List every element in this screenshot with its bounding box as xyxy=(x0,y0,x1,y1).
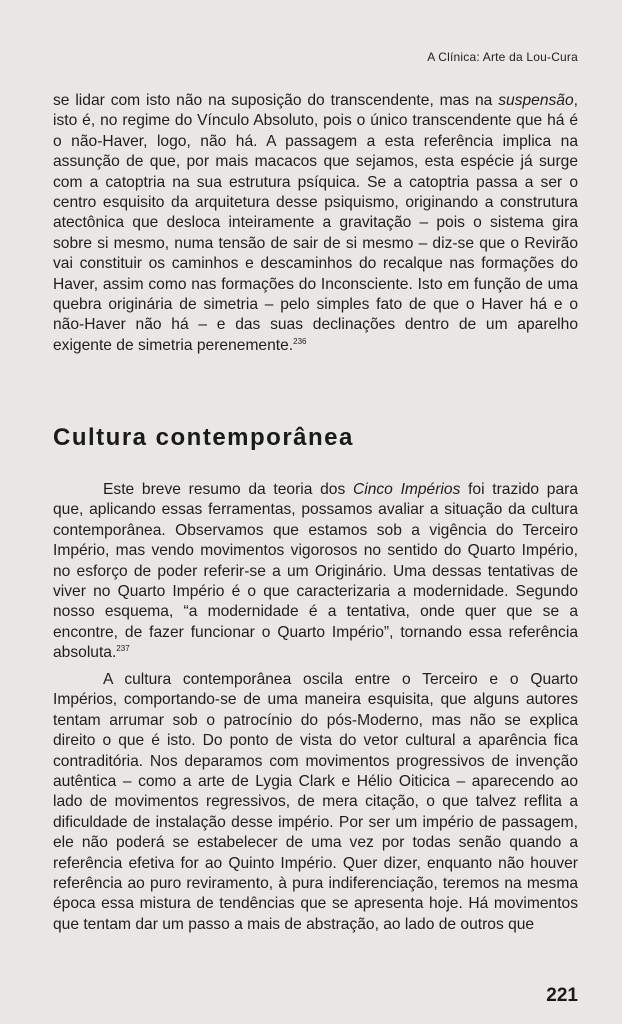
paragraph-1-text-b: , isto é, no regime do Vínculo Absoluto, pois o único transcendente que há é o não-Haver, logo, não há. A passagem a esta referência implica na assunção de que, por mais macacos que sejamos, esta espécie já surge com a catoptria na sua estrutura psíquica. Se a catoptria passa a ser o centro esquisito da arquitetura desse psiquismo, originando a construtura atectônica que desloca inteiramente a gravitação – pois o sistema gira sobre si mesmo, numa tensão de sair de si mesmo – diz-se que o Revirão vai constituir os caminhos e descaminhos do recalque nas formações do Haver, assim como nas formações do Inconsciente. Isto em função de uma quebra originária de simetria – pelo simples fato de que o Haver há e o não-Haver não há – e das suas declinações dentro de um aparelho exigente de simetria perenemente. xyxy=(53,92,578,354)
paragraph-2-text-b: foi trazido para que, aplicando essas ferramentas, possamos avaliar a situação da cultura contemporânea. Observamos que estamos sob a vigência do Terceiro Império, mas vendo movimentos vigorosos no sentido do Quarto Império, no esforço de poder referir-se a um Originário. Uma dessas tentativas de viver no Quarto Império é o que caracterizaria a modernidade. Segundo nosso esquema, “a modernidade é a tentativa, onde quer que se a encontre, de fazer funcionar o Quarto Império”, tornando essa referência absoluta. xyxy=(53,481,578,662)
paragraph-2-italic: Cinco Impérios xyxy=(352,481,461,498)
section-title: Cultura contemporânea xyxy=(53,424,354,451)
paragraph-2 xyxy=(53,480,578,664)
paragraph-2-text-a: Este breve resumo da teoria dos xyxy=(103,481,353,498)
paragraph-1 xyxy=(53,91,578,356)
paragraph-3 xyxy=(53,670,578,935)
footnote-ref-237[interactable]: 237 xyxy=(116,644,130,654)
running-header: A Clínica: Arte da Lou-Cura xyxy=(427,50,578,64)
paragraph-1-text-a: se lidar com isto não na suposição do transcendente, mas na xyxy=(53,92,499,109)
page-number: 221 xyxy=(546,985,578,1006)
paragraph-1-italic: suspensão xyxy=(498,92,574,109)
footnote-ref-236[interactable]: 236 xyxy=(293,336,307,346)
paragraph-3-text: A cultura contemporânea oscila entre o Terceiro e o Quarto Impérios, comportando-se de uma maneira esquisita, que alguns autores tentam arrumar sob o patrocínio do pós-Moderno, mas não se explica direito o que é isto. Do ponto de vista do vetor cultural a aparência fica contraditória. Nos deparamos com movimentos progressivos de invenção autêntica – como a arte de Lygia Clark e Hélio Oiticica – aparecendo ao lado de movimentos regressivos, de mera citação, o que talvez reflita a dificuldade de instalação desse império. Por ser um império de passagem, ele não poderá se estabelecer de uma vez por todas senão quando a referência efetiva for ao Quinto Império. Quer dizer, enquanto não houver referência ao puro reviramento, à pura indiferenciação, teremos na mesma época essa mistura de tendências que se apresenta hoje. Há movimentos que tentam dar um passo a mais de abstração, ao lado de outros que xyxy=(53,671,578,933)
